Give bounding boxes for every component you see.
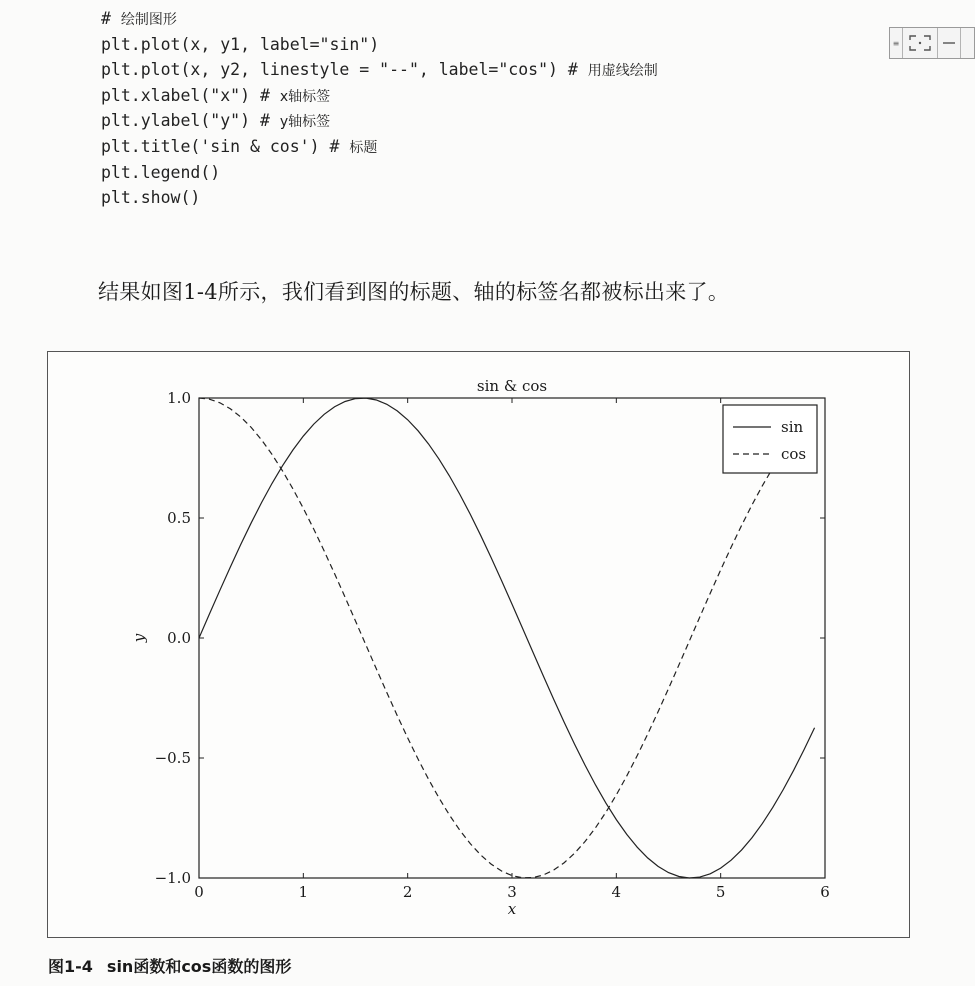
minimize-icon[interactable] bbox=[938, 28, 961, 58]
x-tick-label: 2 bbox=[402, 883, 413, 901]
code-text: plt.show() bbox=[101, 188, 201, 208]
series-line-cos bbox=[199, 398, 815, 878]
figure-frame bbox=[47, 351, 910, 938]
series-line-sin bbox=[199, 398, 815, 878]
drag-handle-icon[interactable]: ≡ bbox=[890, 28, 903, 58]
sin-cos-chart bbox=[48, 352, 908, 936]
x-tick-label: 3 bbox=[507, 883, 517, 901]
code-text: plt.plot(x, y1, label="sin") bbox=[101, 34, 380, 54]
figure-caption-text: sin函数和cos函数的图形 bbox=[106, 957, 292, 976]
code-line bbox=[101, 32, 658, 58]
code-text: # bbox=[101, 9, 121, 28]
code-comment: x轴标签 bbox=[279, 88, 331, 105]
code-line bbox=[101, 108, 658, 134]
figure-caption bbox=[48, 954, 291, 977]
code-text: plt.legend() bbox=[101, 162, 221, 182]
y-tick-label: 0.0 bbox=[167, 629, 191, 647]
legend-label-cos: cos bbox=[781, 445, 807, 463]
code-line bbox=[101, 6, 658, 32]
x-tick-label: 5 bbox=[715, 883, 726, 901]
x-tick-label: 6 bbox=[820, 883, 830, 901]
code-comment: y轴标签 bbox=[279, 114, 331, 131]
code-line bbox=[101, 134, 658, 160]
code-text: plt.title('sin & cos') # bbox=[101, 136, 350, 156]
x-tick-label: 4 bbox=[611, 883, 622, 901]
figure-number: 图1-4 bbox=[48, 957, 93, 976]
y-tick-label: −1.0 bbox=[154, 869, 191, 887]
code-line bbox=[101, 160, 658, 186]
y-tick-label: 1.0 bbox=[167, 389, 191, 407]
code-text: plt.ylabel("y") # bbox=[101, 111, 280, 131]
x-tick-label: 1 bbox=[298, 883, 309, 901]
y-tick-label: 0.5 bbox=[167, 509, 191, 527]
x-axis-label: x bbox=[507, 900, 517, 918]
x-tick-label: 0 bbox=[194, 883, 204, 901]
chart-title: sin & cos bbox=[476, 377, 548, 395]
code-text: plt.plot(x, y2, linestyle = "--", label="cos") # bbox=[101, 60, 588, 80]
legend-label-sin: sin bbox=[781, 418, 804, 436]
code-comment: 标题 bbox=[349, 139, 378, 156]
code-comment: 用虚线绘制 bbox=[587, 63, 658, 80]
code-text: plt.xlabel("x") # bbox=[101, 85, 280, 105]
body-paragraph: 结果如图1-4所示，我们看到图的标题、轴的标签名都被标出来了。 bbox=[98, 280, 730, 304]
image-toolbar bbox=[889, 27, 975, 59]
code-comment: 绘制图形 bbox=[120, 12, 177, 28]
code-line bbox=[101, 83, 658, 109]
code-line bbox=[101, 185, 658, 211]
code-listing bbox=[101, 6, 658, 211]
y-tick-label: −0.5 bbox=[154, 749, 191, 767]
fit-screen-icon[interactable] bbox=[903, 28, 938, 58]
y-axis-label: y bbox=[130, 633, 148, 643]
code-line bbox=[101, 57, 658, 83]
